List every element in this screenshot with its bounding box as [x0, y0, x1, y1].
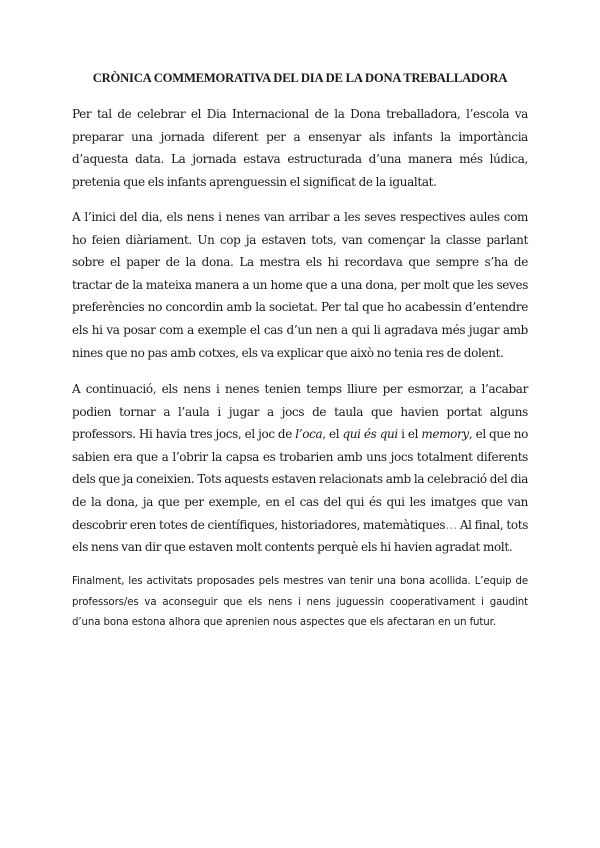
- paragraph-games: [72, 378, 528, 559]
- paragraph-morning: A l’inici del dia, els nens i nenes van arribar a les seves respectives aules com ho feien diàriament. Un cop ja estaven tots, van començar la classe parlant sobre el paper de la dona. La mestra els hi recordava que sempre s’ha de tractar de la mateixa manera a un home que a una dona, per molt que les seves preferències no concordin amb la societat. Per tal que ho acabessin d’entendre els hi va posar com a exemple el cas d’un nen a qui li agradava més jugar amb nines que no pas amb cotxes, els va explicar que això no tenia res de dolent.: [72, 210, 528, 360]
- page-title: CRÒNICA COMMEMORATIVA DEL DIA DE LA DONA TREBALLADORA: [92, 71, 508, 85]
- game-name-qui-es-qui: qui és qui: [342, 427, 398, 442]
- paragraph-conclusion: Finalment, les activitats proposades pels mestres van tenir una bona acollida. L’equip de professors/es va aconseguir que els nens i nens juguessin cooperativament i gaudint d’una bona estona alhora que aprenien nous aspectes que els afectaran en un futur.: [72, 576, 528, 628]
- paragraph-games-text-1: A continuació, els nens i nenes tenien temps lliure per esmorzar, a l’acabar podien tornar a l’aula i jugar a jocs de taula que havien portat alguns professors. Hi havia tres jocs, el joc de: [72, 382, 528, 442]
- paragraph-games-text-2: , el: [322, 427, 343, 442]
- game-name-memory: memory: [421, 427, 469, 442]
- game-name-oca: l’oca: [295, 427, 323, 442]
- ellipsis: …: [445, 517, 457, 532]
- paragraph-intro: Per tal de celebrar el Dia Internacional de la Dona treballadora, l’escola va preparar una jornada diferent per a ensenyar als infants la importància d’aquesta data. La jornada estava estructurada d’una manera més lúdica, pretenia que els infants aprenguessin el significat de la igualtat.: [72, 107, 528, 189]
- paragraph-games-text-4: , el que no sabien era que a l’obrir la capsa es trobarien amb uns jocs totalment diferents dels que ja coneixien. Tots aquests estaven relacionats amb la celebració del dia de la dona, ja que per exemple, en el cas del qui és qui les imatges que van descobrir eren totes de científiques, historiadores, matemàtiques: [72, 427, 528, 532]
- paragraph-games-text-3: i el: [397, 427, 422, 442]
- paragraph-games-text-5: Al final, tots els nens van dir que estaven molt contents perquè els hi havien agradat molt.: [72, 517, 528, 555]
